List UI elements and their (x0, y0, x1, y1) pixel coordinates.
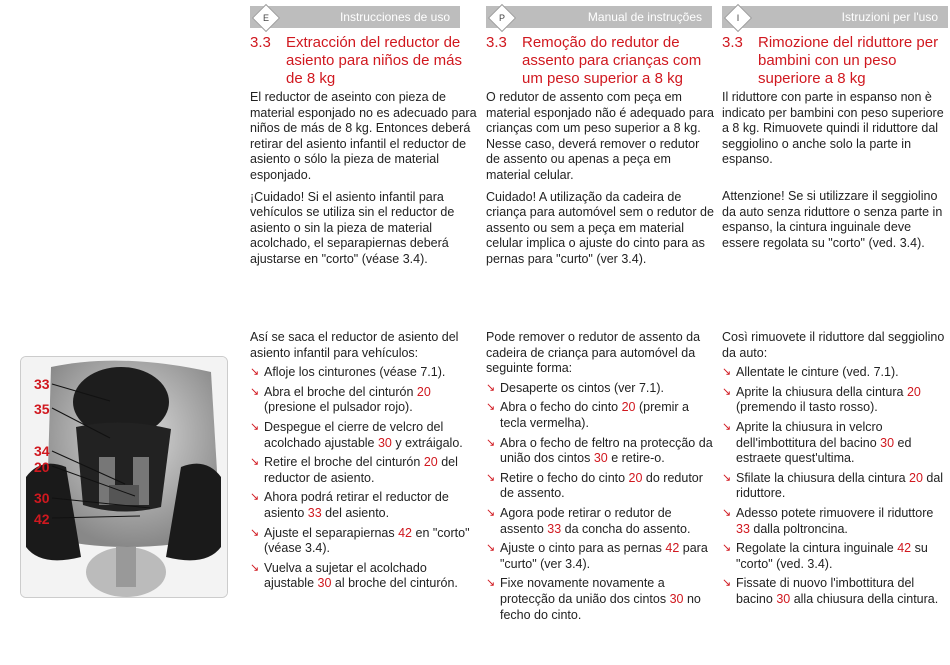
step-arrow-icon: ↘ (722, 506, 732, 519)
callout-line (52, 408, 110, 438)
header-bar-pt (486, 6, 712, 28)
step-arrow-icon: ↘ (486, 436, 496, 449)
step-item: ↘ Sfilate la chiusura della cintura 20 dal riduttore. (722, 470, 944, 501)
step-item: ↘ Retire o fecho do cinto 20 do redutor de assento. (486, 470, 703, 501)
callout-line (52, 498, 150, 508)
step-item: ↘ Desaperte os cintos (ver 7.1). (486, 380, 664, 395)
language-tab-es: E (252, 4, 280, 32)
step-list (722, 365, 950, 607)
callout-label: 42 (34, 511, 50, 527)
step-arrow-icon: ↘ (250, 420, 260, 433)
callout-line (52, 384, 110, 401)
callout-label: 20 (34, 459, 50, 475)
paragraph: Attenzione! Se si utilizzare il seggiolino da auto senza riduttore o senza parte in espanso, la cintura inguinale deve essere regolata su "corto" (ved. 3.4). (722, 188, 943, 250)
step-arrow-icon: ↘ (250, 366, 260, 379)
step-arrow-icon: ↘ (722, 471, 732, 484)
language-tab-it: I (724, 4, 752, 32)
step-arrow-icon: ↘ (722, 366, 732, 379)
step-arrow-icon: ↘ (722, 420, 732, 433)
step-item: ↘ Ajuste o cinto para as pernas 42 para "curto" (ver 3.4). (486, 541, 708, 571)
step-item: ↘ Afloje los cinturones (véase 7.1). (250, 365, 446, 380)
step-list (250, 365, 478, 592)
intro-text: Così rimuovete il riduttore dal seggiolino da auto: (722, 330, 945, 360)
step-item: ↘ Abra o fecho de feltro na protecção da união dos cintos 30 e retire-o. (486, 435, 713, 466)
callout-label: 35 (34, 401, 50, 417)
header-label-pt: Manual de instruções (587, 10, 702, 24)
step-item: ↘ Adesso potete rimuovere il riduttore 33 dalla poltroncina. (722, 505, 934, 536)
step-arrow-icon: ↘ (722, 577, 732, 590)
paragraph: O redutor de assento com peça em material esponjado não é adequado para crianças com um peso superior a 8 kg. Nesse caso, deverá remover o redutor de assento ou apenas a peça em material celular. (486, 90, 714, 182)
paragraph: ¡Cuidado! Si el asiento infantil para vehículos se utiliza sin el reductor de asiento o sin la pieza de material acolchado, el separapiernas deberá ajustarse en "corto" (véase 3.4). (250, 189, 455, 266)
step-arrow-icon: ↘ (486, 381, 496, 394)
steps-it (722, 330, 950, 612)
step-item: ↘ Abra el broche del cinturón 20 (presione el pulsador rojo). (250, 384, 431, 415)
callout-label: 30 (34, 490, 50, 506)
step-arrow-icon: ↘ (486, 542, 496, 555)
header-bar-es (250, 6, 460, 28)
step-item: ↘ Ahora podrá retirar el reductor de asiento 33 del asiento. (250, 490, 449, 520)
intro-text: Pode remover o redutor de assento da cadeira de criança para automóvel da seguinte forma: (486, 330, 701, 376)
header-bar-it (722, 6, 948, 28)
step-arrow-icon: ↘ (486, 577, 496, 590)
callout-lines (0, 356, 230, 596)
step-item: ↘ Agora pode retirar o redutor de assento 33 da concha do assento. (486, 505, 691, 536)
step-item: ↘ Vuelva a sujetar el acolchado ajustable 30 al broche del cinturón. (250, 560, 458, 591)
step-item: ↘ Fixe novamente novamente a protecção da união dos cintos 30 no fecho do cinto. (486, 576, 701, 622)
language-tab-pt: P (488, 4, 516, 32)
paragraph: El reductor de aseinto con pieza de material esponjado no es adecuado para niños de más de 8 kg. Entonces deberá retirar del asiento infantil el reductor de asiento o sólo la pieza de material esponjado. (250, 90, 477, 182)
step-arrow-icon: ↘ (250, 491, 260, 504)
step-item: ↘ Aprite la chiusura della cintura 20 (premendo il tasto rosso). (722, 384, 921, 415)
callout-label: 34 (34, 443, 50, 459)
steps-pt (486, 330, 714, 627)
step-item: ↘ Aprite la chiusura in velcro dell'imbottitura del bacino 30 ed estraete quest'ultima. (722, 419, 912, 466)
body-pt (486, 90, 714, 274)
steps-es (250, 330, 478, 596)
header-label-es: Instrucciones de uso (339, 10, 450, 24)
step-arrow-icon: ↘ (486, 471, 496, 484)
step-item: ↘ Retire el broche del cinturón 20 del reductor de asiento. (250, 455, 458, 485)
step-arrow-icon: ↘ (250, 456, 260, 469)
step-list (486, 381, 714, 623)
header-label-it: Istruzioni per l'uso (841, 10, 938, 24)
step-arrow-icon: ↘ (250, 385, 260, 398)
step-arrow-icon: ↘ (722, 542, 732, 555)
callout-line (52, 516, 140, 518)
paragraph: Cuidado! A utilização da cadeira de criança para automóvel sem o redutor de assento ou sem a peça em material celular implica o ajuste do cinto para as pernas para "curto" (ver 3.4). (486, 189, 714, 266)
body-it (722, 90, 950, 257)
intro-text: Así se saca el reductor de asiento del asiento infantil para vehículos: (250, 330, 459, 360)
step-arrow-icon: ↘ (250, 526, 260, 539)
step-item: ↘ Ajuste el separapiernas 42 en "corto" (véase 3.4). (250, 525, 470, 556)
step-arrow-icon: ↘ (722, 385, 732, 398)
step-item: ↘ Fissate di nuovo l'imbottitura del bacino 30 alla chiusura della cintura. (722, 576, 939, 606)
body-es (250, 90, 478, 274)
step-item: ↘ Abra o fecho do cinto 20 (premir a tecla vermelha). (486, 400, 689, 430)
step-item: ↘ Allentate le cinture (ved. 7.1). (722, 365, 899, 380)
step-item: ↘ Despegue el cierre de velcro del acolchado ajustable 30 y extráigalo. (250, 419, 463, 450)
step-arrow-icon: ↘ (486, 506, 496, 519)
step-arrow-icon: ↘ (486, 401, 496, 414)
step-item: ↘ Regolate la cintura inguinale 42 su "corto" (ved. 3.4). (722, 541, 928, 571)
callout-line (52, 466, 135, 496)
callout-label: 33 (34, 376, 50, 392)
paragraph: Il riduttore con parte in espanso non è indicato per bambini con peso superiore a 8 kg. Rimuovete quindi il riduttore dal seggiolino o anche solo la parte in espanso. (722, 90, 944, 167)
step-arrow-icon: ↘ (250, 561, 260, 574)
